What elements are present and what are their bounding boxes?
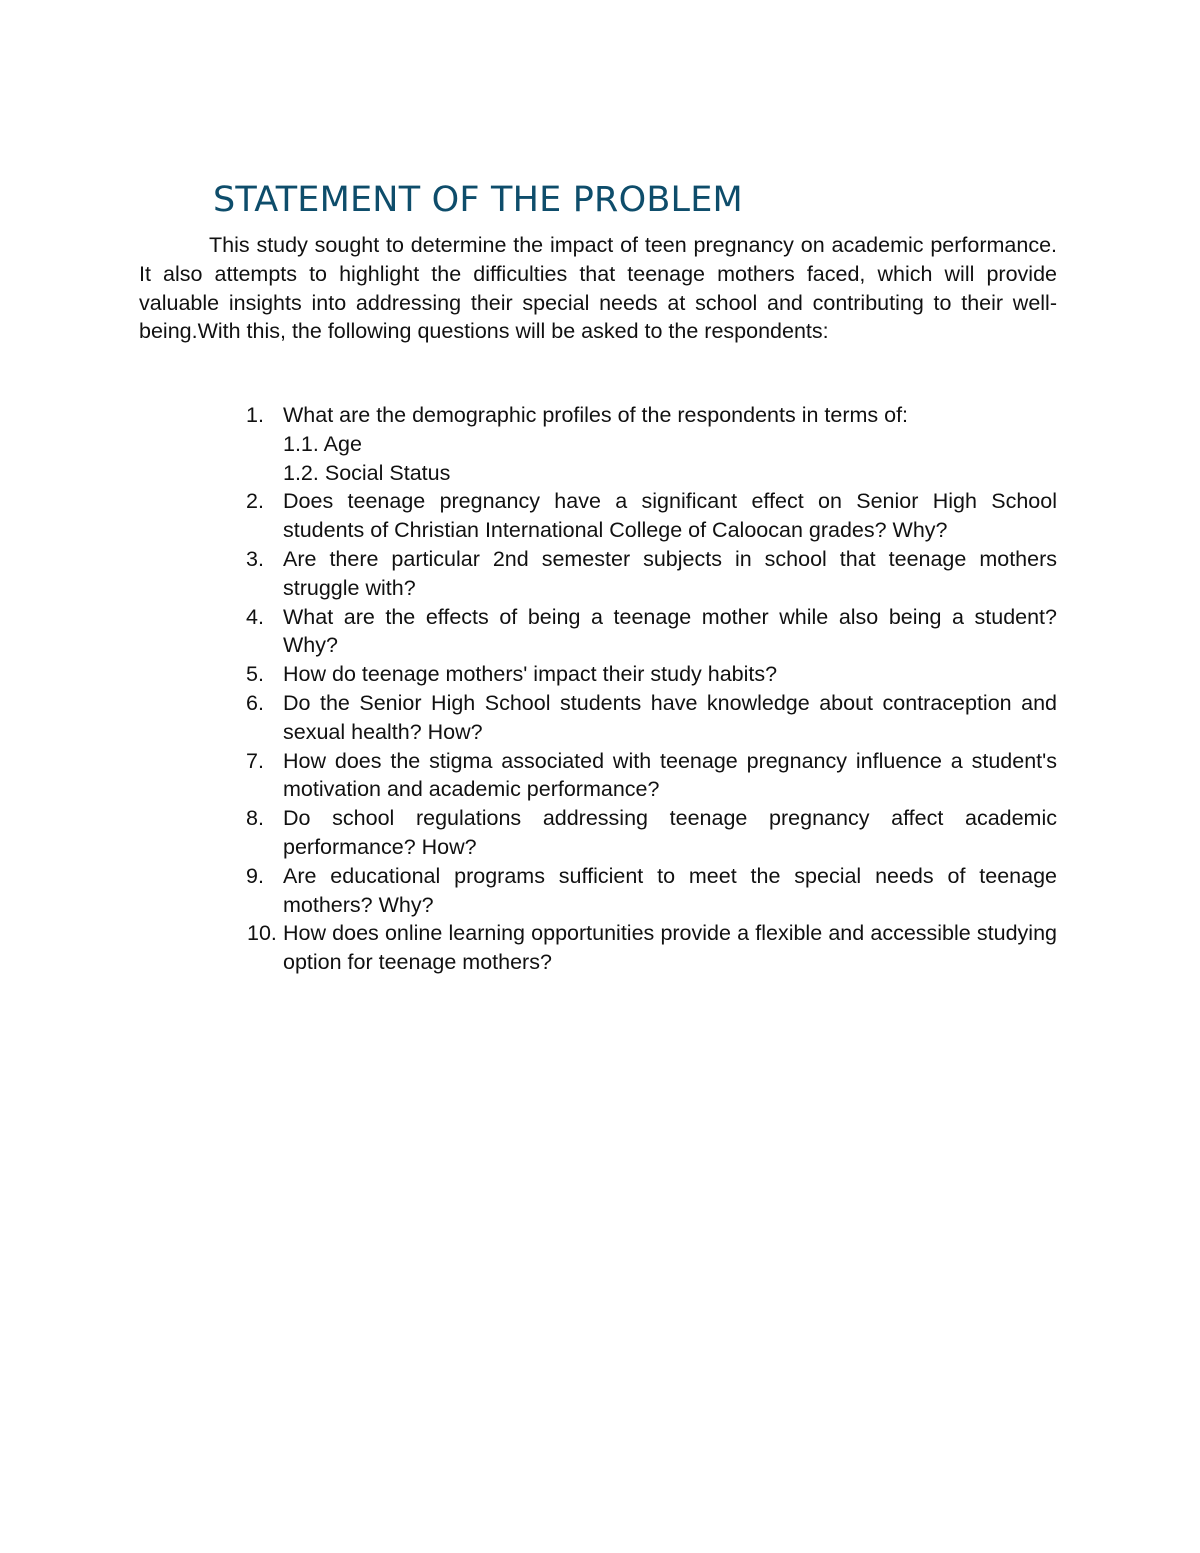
question-text: Does teenage pregnancy have a significant effect on Senior High School students of Christian International College of Caloocan grades? Why?: [283, 489, 1057, 543]
question-item-3: [139, 545, 1057, 603]
question-item-7: [139, 747, 1057, 805]
question-item-1: [139, 401, 1057, 487]
question-subitems: [283, 430, 1057, 488]
subitem-social-status: [283, 459, 1057, 488]
subitem-text: Age: [323, 431, 362, 456]
question-number: 7.: [246, 748, 264, 773]
question-text: Are educational programs sufficient to meet the special needs of teenage mothers? Why?: [283, 863, 1057, 917]
question-item-2: [139, 487, 1057, 545]
question-text: How does the stigma associated with teenage pregnancy influence a student's motivation and academic performance?: [283, 748, 1057, 802]
questions-list: [139, 401, 1057, 977]
question-text: Do school regulations addressing teenage pregnancy affect academic performance? How?: [283, 806, 1057, 859]
subitem-number: 1.2.: [283, 460, 319, 485]
question-number: 1.: [246, 403, 264, 427]
question-number: 4.: [246, 604, 264, 629]
question-text: Do the Senior High School students have knowledge about contraception and sexual health? How?: [283, 690, 1057, 744]
question-number: 2.: [246, 489, 264, 514]
intro-paragraph: This study sought to determine the impact of teen pregnancy on academic performance. It also attempts to highlight the difficulties that teenage mothers faced, which will provide valuable insights into addressing their special needs at school and contributing to their well-being.With this, the following questions will be asked to the respondents:: [139, 233, 1057, 344]
question-item-9: [139, 862, 1057, 920]
question-item-5: [139, 660, 1057, 689]
question-number: 3.: [246, 546, 264, 571]
question-number: 8.: [246, 806, 264, 831]
question-text: Are there particular 2nd semester subjects in school that teenage mothers struggle with?: [283, 546, 1057, 600]
question-number: 9.: [246, 863, 264, 888]
subitem-age: [283, 430, 1057, 459]
question-text: How does online learning opportunities provide a flexible and accessible studying option for teenage mothers?: [283, 921, 1057, 975]
question-item-8: [139, 804, 1057, 862]
page-title: STATEMENT OF THE PROBLEM: [213, 180, 743, 220]
subitem-text: Social Status: [324, 460, 451, 485]
question-item-6: [139, 689, 1057, 747]
question-number: 6.: [246, 690, 264, 715]
question-text: How do teenage mothers' impact their study habits?: [283, 662, 778, 687]
question-text: What are the effects of being a teenage mother while also being a student? Why?: [283, 604, 1057, 658]
question-text: What are the demographic profiles of the respondents in terms of:: [283, 403, 909, 427]
question-number: 5.: [246, 662, 264, 687]
question-item-4: [139, 603, 1057, 661]
question-number: 10.: [247, 921, 277, 946]
subitem-number: 1.1.: [283, 431, 319, 456]
question-item-10: [139, 919, 1057, 977]
